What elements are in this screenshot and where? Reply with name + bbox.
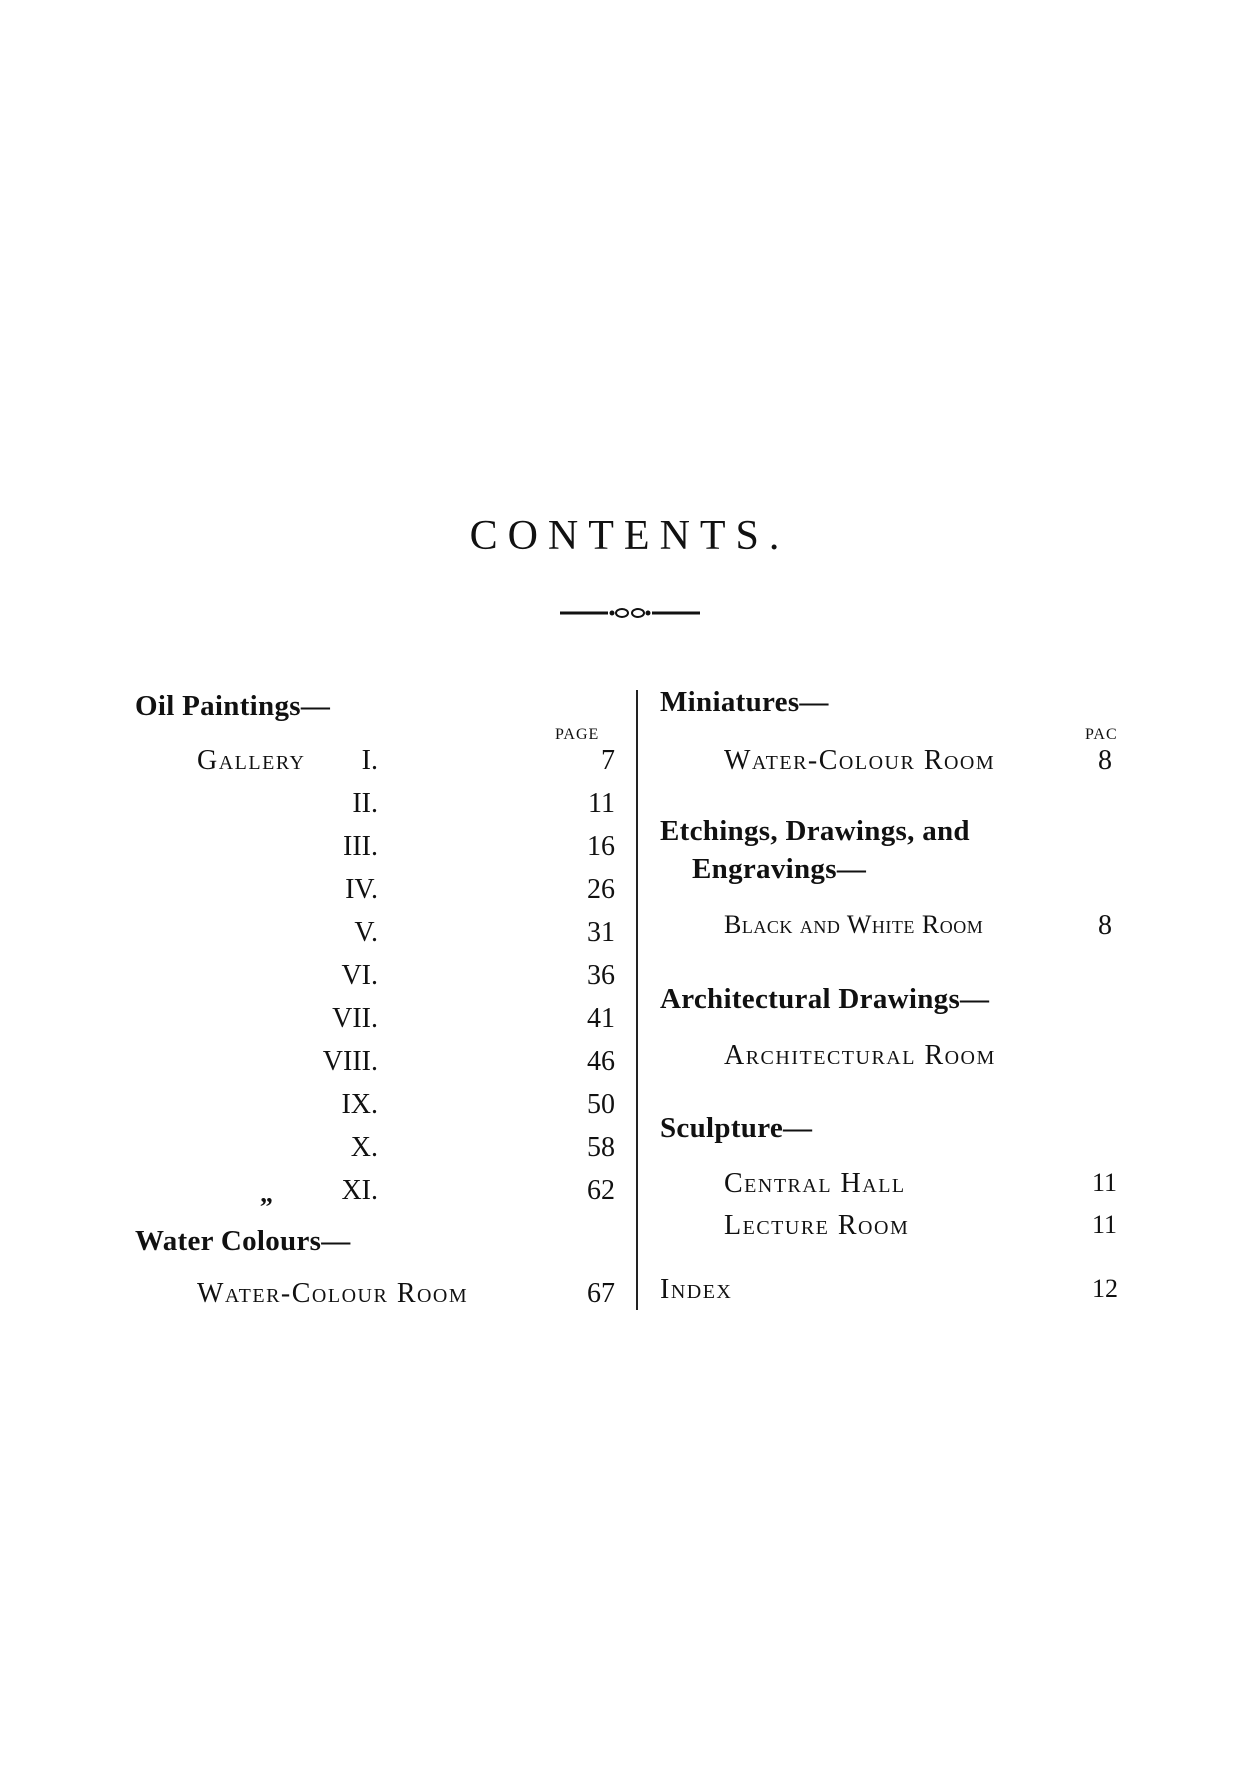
gallery-page: 26 xyxy=(587,874,615,905)
list-item xyxy=(0,788,620,824)
gallery-numeral: II. xyxy=(352,788,378,819)
section-heading-sculpture: Sculpture— xyxy=(660,1112,813,1144)
page-title: CONTENTS. xyxy=(469,513,790,559)
central-hall-label: Central Hall xyxy=(724,1168,906,1199)
water-colour-room-label: Water-Colour Room xyxy=(197,1278,469,1309)
ornament-divider-icon xyxy=(560,606,700,620)
gallery-page: 46 xyxy=(587,1046,615,1077)
gallery-page: 58 xyxy=(587,1132,615,1163)
page-column-label-right: PAC xyxy=(1085,726,1118,743)
gallery-numeral: VII. xyxy=(332,1003,378,1034)
lecture-room-label: Lecture Room xyxy=(724,1210,910,1241)
gallery-numeral: VIII. xyxy=(322,1046,378,1077)
index-label: Index xyxy=(660,1274,733,1305)
section-heading-water-colours: Water Colours— xyxy=(135,1225,351,1257)
section-heading-oil-paintings: Oil Paintings— xyxy=(135,690,331,722)
gallery-numeral: X. xyxy=(350,1132,378,1163)
section-heading-etchings: Etchings, Drawings, and xyxy=(660,815,970,847)
list-item xyxy=(0,1003,620,1039)
miniatures-page: 8 xyxy=(1098,745,1112,776)
list-item xyxy=(0,917,620,953)
index-page: 12 xyxy=(1092,1274,1118,1303)
list-item xyxy=(0,874,620,910)
list-item xyxy=(0,1089,620,1125)
gallery-page: 11 xyxy=(588,788,615,819)
ditto-mark: „ xyxy=(260,1179,273,1208)
list-item xyxy=(0,831,620,867)
column-divider xyxy=(636,690,638,1310)
etchings-page: 8 xyxy=(1098,910,1112,941)
gallery-numeral: I. xyxy=(361,745,378,776)
gallery-numeral: III. xyxy=(343,831,378,862)
gallery-page: 7 xyxy=(601,745,615,776)
central-hall-page: 11 xyxy=(1092,1168,1118,1197)
gallery-numeral: VI. xyxy=(341,960,378,991)
gallery-numeral: XI. xyxy=(341,1175,378,1206)
section-heading-architectural: Architectural Drawings— xyxy=(660,983,990,1015)
gallery-page: 41 xyxy=(587,1003,615,1034)
gallery-page: 62 xyxy=(587,1175,615,1206)
section-heading-engravings: Engravings— xyxy=(692,853,867,885)
page-column-label: PAGE xyxy=(555,726,600,743)
list-item xyxy=(0,960,620,996)
gallery-numeral: IV. xyxy=(345,874,378,905)
gallery-numeral: IX. xyxy=(341,1089,378,1120)
list-item xyxy=(0,745,620,781)
miniatures-room-label: Water-Colour Room xyxy=(724,745,996,776)
section-heading-miniatures: Miniatures— xyxy=(660,686,829,718)
architectural-room-label: Architectural Room xyxy=(724,1040,996,1071)
gallery-page: 36 xyxy=(587,960,615,991)
water-colour-page: 67 xyxy=(587,1278,615,1309)
list-item xyxy=(0,1046,620,1082)
list-item xyxy=(0,1132,620,1168)
gallery-page: 16 xyxy=(587,831,615,862)
lecture-room-page: 11 xyxy=(1092,1210,1118,1239)
gallery-numeral: V. xyxy=(354,917,378,948)
gallery-page: 31 xyxy=(587,917,615,948)
list-item xyxy=(0,1175,620,1211)
black-and-white-room-label: Black and White Room xyxy=(724,910,984,939)
gallery-label: Gallery xyxy=(197,745,306,776)
gallery-page: 50 xyxy=(587,1089,615,1120)
